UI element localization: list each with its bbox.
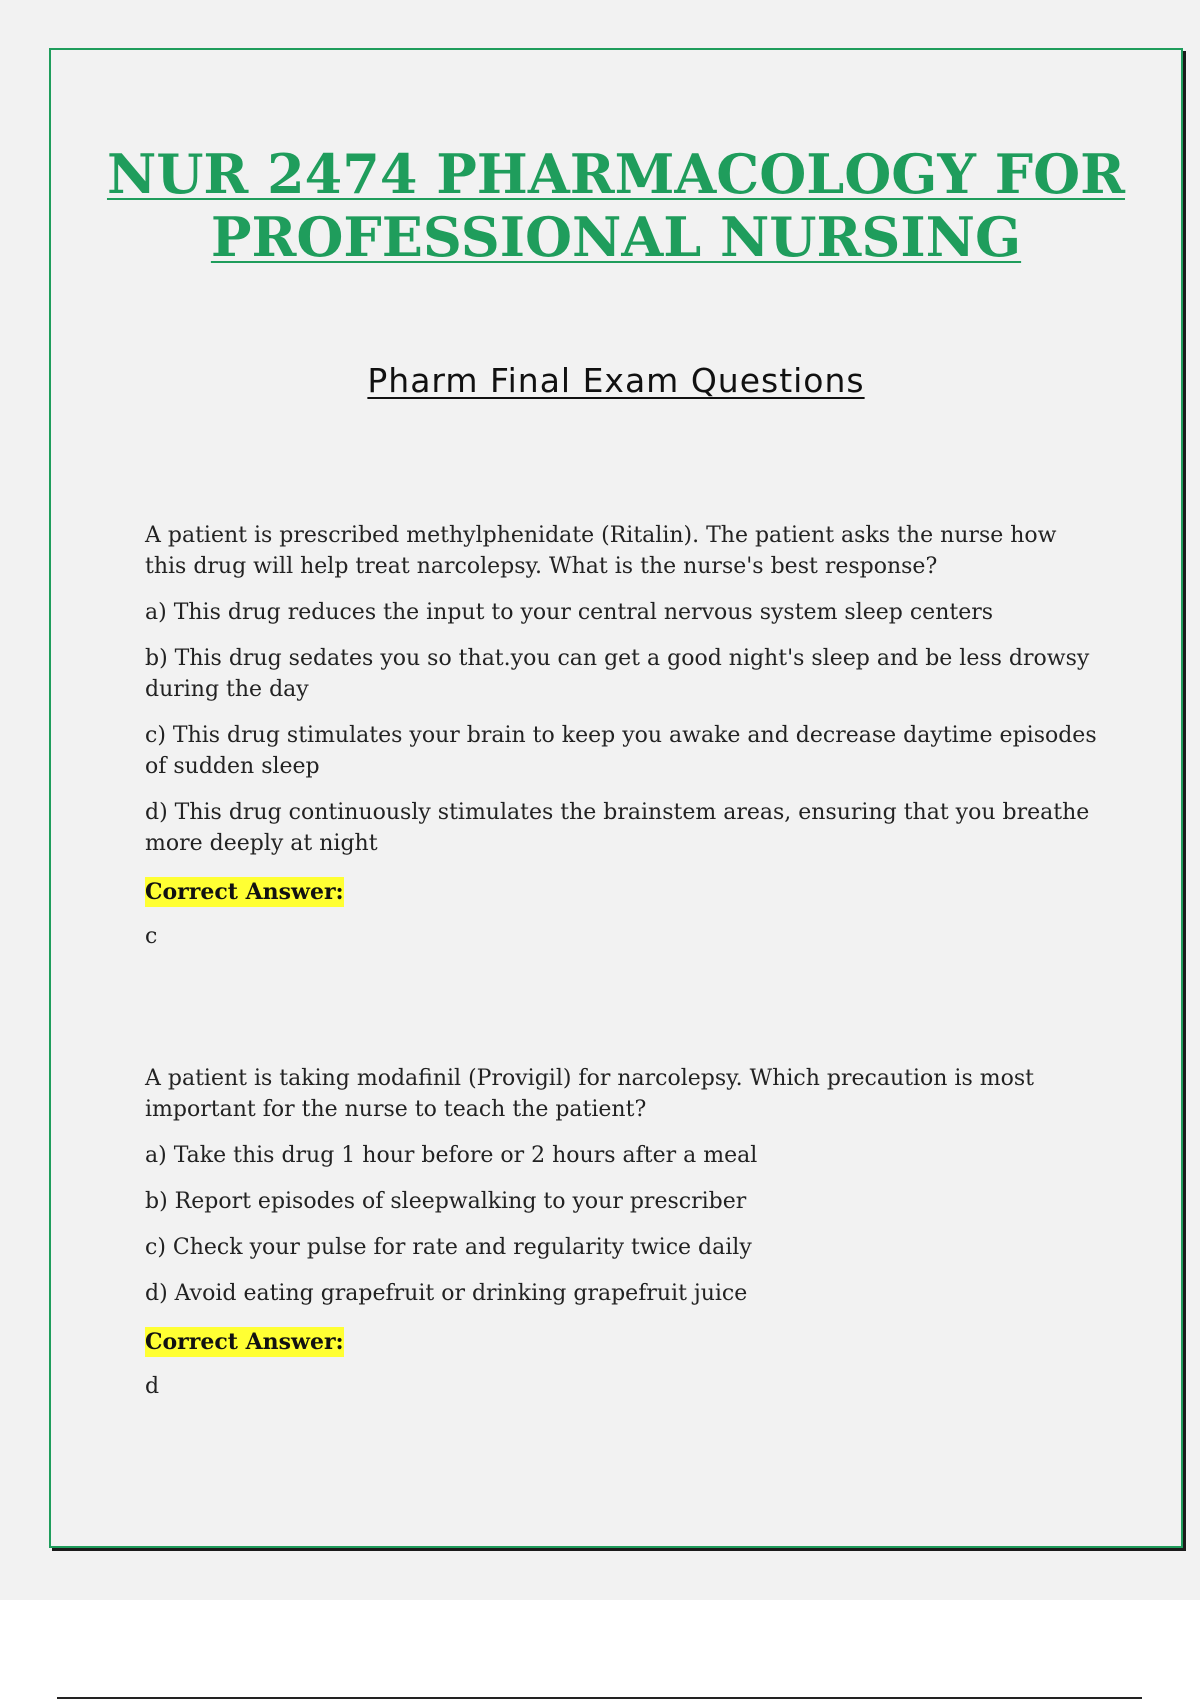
- option-a: a) This drug reduces the input to your central nervous system sleep centers: [145, 600, 994, 625]
- correct-answer-value: d: [145, 1374, 160, 1399]
- option-a: a) Take this drug 1 hour before or 2 hours after a meal: [145, 1143, 758, 1168]
- question-stem: A patient is taking modafinil (Provigil) for narcolepsy. Which precaution is most important for the nurse to teach the patient?: [145, 1066, 1034, 1122]
- option-b: b) This drug sedates you so that.you can get a good night's sleep and be less drowsy during the day: [145, 646, 1090, 702]
- document-subtitle: Pharm Final Exam Questions: [367, 361, 865, 400]
- question-stem: A patient is prescribed methylphenidate (Ritalin). The patient asks the nurse how this drug will help treat narcolepsy. What is the nurse's best response?: [145, 523, 1057, 579]
- option-d: d) Avoid eating grapefruit or drinking grapefruit juice: [145, 1281, 748, 1306]
- question-block-1: [145, 520, 1100, 952]
- correct-answer-value: c: [145, 924, 158, 949]
- option-b: b) Report episodes of sleepwalking to your prescriber: [145, 1189, 747, 1214]
- option-d: d) This drug continuously stimulates the brainstem areas, ensuring that you breathe more deeply at night: [145, 800, 1090, 856]
- footer-divider: [57, 1697, 1142, 1699]
- option-c: c) Check your pulse for rate and regularity twice daily: [145, 1235, 752, 1260]
- document-title: NUR 2474 PHARMACOLOGY FOR PROFESSIONAL NURSING: [106, 142, 1126, 269]
- option-c: c) This drug stimulates your brain to keep you awake and decrease daytime episodes of sudden sleep: [145, 723, 1097, 779]
- correct-answer-label: Correct Answer:: [145, 1329, 344, 1355]
- question-block-2: [145, 1063, 1100, 1402]
- correct-answer-label: Correct Answer:: [145, 879, 344, 905]
